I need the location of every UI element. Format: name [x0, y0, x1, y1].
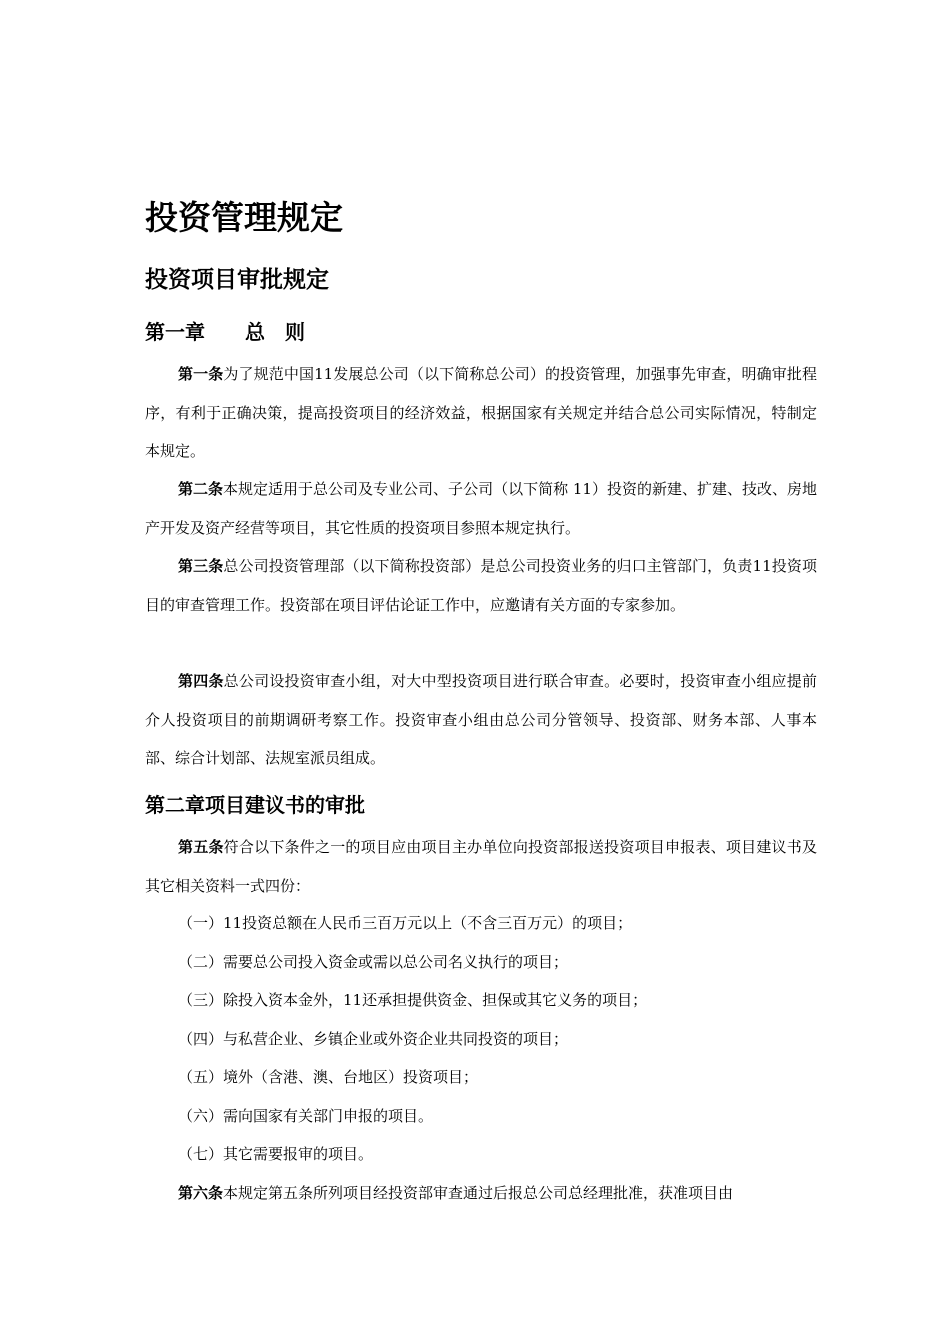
list-item: （七）其它需要报审的项目。: [178, 1145, 374, 1163]
article-1: [145, 355, 817, 471]
article-6-text: 本规定第五条所列项目经投资部审查通过后报总公司总经理批准，获准项目由: [223, 1184, 734, 1202]
article-5: [145, 828, 817, 905]
list-item: （一）11投资总额在人民币三百万元以上（不含三百万元）的项目；: [178, 914, 633, 932]
article-5-label: 第五条: [178, 838, 224, 856]
article-4-text: 总公司设投资审查小组，对大中型投资项目进行联合审查。必要时，投资审查小组应提前介人投资项目的前期调研考察工作。投资审查小组由总公司分管领导、投资部、财务本部、人事本部、综合计划部、法规室派员组成。: [145, 672, 817, 767]
chapter-2-heading: 第二章项目建议书的审批: [145, 793, 365, 817]
article-1-label: 第一条: [178, 365, 224, 383]
chapter-1-heading: 第一章 总 则: [145, 320, 305, 344]
document-title: 投资管理规定: [145, 198, 343, 237]
article-4-label: 第四条: [178, 672, 224, 690]
article-3-text: 总公司投资管理部（以下简称投资部）是总公司投资业务的归口主管部门，负责11投资项目的审查管理工作。投资部在项目评估论证工作中，应邀请有关方面的专家参加。: [145, 557, 817, 614]
article-6: [145, 1174, 817, 1213]
article-4: [145, 662, 817, 778]
article-1-text: 为了规范中国11发展总公司（以下简称总公司）的投资管理，加强事先审查，明确审批程序，有利于正确决策，提高投资项目的经济效益，根据国家有关规定并结合总公司实际情况，特制定本规定。: [145, 365, 817, 460]
list-item: （四）与私营企业、乡镇企业或外资企业共同投资的项目；: [178, 1029, 569, 1048]
document-subtitle: 投资项目审批规定: [145, 267, 329, 293]
article-3-label: 第三条: [178, 557, 224, 575]
article-2: [145, 470, 817, 547]
article-2-text: 本规定适用于总公司及专业公司、子公司（以下简称 11）投资的新建、扩建、技改、房地产开发及资产经营等项目，其它性质的投资项目参照本规定执行。: [145, 480, 817, 537]
article-6-label: 第六条: [178, 1184, 224, 1202]
condition-list: [145, 904, 817, 1174]
article-5-text: 符合以下条件之一的项目应由项目主办单位向投资部报送投资项目申报表、项目建议书及其它相关资料一式四份：: [145, 838, 817, 895]
list-item: （六）需向国家有关部门申报的项目。: [178, 1106, 434, 1125]
article-3: [145, 547, 817, 624]
list-item: （三）除投入资本金外，11还承担提供资金、担保或其它义务的项目；: [178, 991, 648, 1009]
list-item: （五）境外（含港、澳、台地区）投资项目；: [178, 1068, 479, 1086]
list-item: （二）需要总公司投入资金或需以总公司名义执行的项目；: [178, 952, 569, 971]
article-2-label: 第二条: [178, 480, 224, 498]
